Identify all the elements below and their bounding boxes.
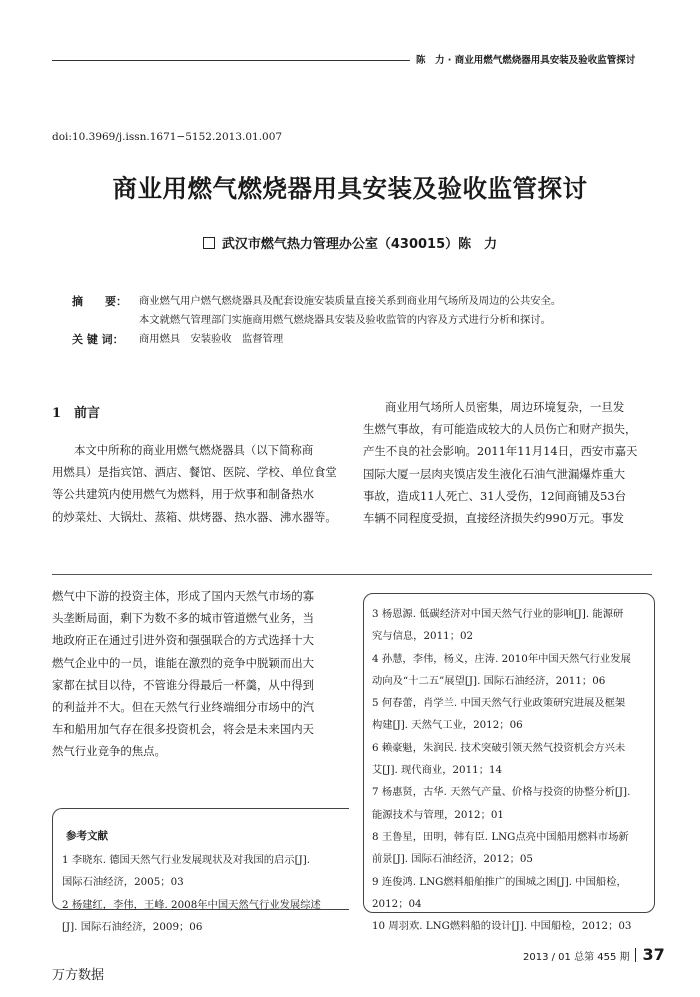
section-heading: 1 前言 (52, 406, 101, 421)
page-number: 37 (642, 945, 665, 964)
reference-line: 构建[J]. 天然气工业，2012；06 (372, 719, 523, 732)
text-line: 车辆不同程度受损，直接经济损失约990万元。事发 (363, 511, 624, 526)
keywords-label: 关 键 词： (72, 333, 124, 346)
reference-line: 能源技术与管理，2012；01 (372, 808, 504, 821)
abstract-line: 本文就燃气管理部门实施商用燃气燃烧器具安装及验收监管的内容及方式进行分析和探讨。 (139, 314, 551, 326)
doi[interactable]: doi:10.3969/j.issn.1671−5152.2013.01.007 (52, 131, 283, 143)
text-line: 的炒菜灶、大锅灶、蒸箱、烘烤器、热水器、沸水器等。 (52, 509, 337, 524)
abstract-line: 商业燃气用户燃气燃烧器具及配套设施安装质量直接关系到商业用气场所及周边的公共安全。 (139, 295, 562, 307)
text-line: 的利益并不大。但在天然气行业终端细分市场中的汽 (52, 700, 314, 715)
reference-line: [J]. 国际石油经济，2009；06 (62, 920, 203, 933)
header-rule (52, 60, 410, 61)
abstract-label: 摘 要： (72, 295, 127, 308)
reference-line: 3 杨恩源. 低碳经济对中国天然气行业的影响[J]. 能源研 (372, 608, 624, 620)
intro-right-column (363, 396, 637, 529)
reference-line: 10 周羽欢. LNG燃料船的设计[J]. 中国船检，2012；03 (372, 920, 632, 933)
reference-line: 动向及“十二五”展望[J]. 国际石油经济，2011；06 (372, 674, 606, 687)
references-title: 参考文献 (66, 830, 108, 842)
text-line: 车和船用加气存在很多投资机会，将会是未来国内天 (52, 722, 314, 737)
references-right-list (372, 603, 631, 937)
reference-line: 5 何春蕾，肖学兰. 中国天然气行业政策研究进展及框架 (372, 697, 626, 710)
reference-line: 7 杨惠贤，古华. 天然气产量、价格与投资的协整分析[J]. (372, 786, 631, 799)
page-footer (523, 945, 665, 964)
reference-line: 4 孙慧，李伟，杨义，庄涛. 2010年中国天然气行业发展 (372, 652, 631, 665)
text-line: 生燃气事故，有可能造成较大的人员伤亡和财产损失， (363, 422, 637, 437)
text-line: 家都在拭目以待，不管谁分得最后一杯羹，从中得到 (52, 677, 314, 692)
text-line: 等公共建筑内使用燃气为燃料，用于炊事和制备热水 (52, 487, 314, 502)
reference-line: 9 连俊鸿. LNG燃料船舶推广的围城之困[J]. 中国船检， (372, 875, 627, 888)
author-text: 武汉市燃气热力管理办公室（430015）陈 力 (221, 237, 498, 252)
text-line: 国际大厦一层肉夹馍店发生液化石油气泄漏爆炸重大 (363, 466, 625, 481)
reference-line: 8 王鲁星，田明，韩有臣. LNG点亮中国船用燃料市场新 (372, 830, 629, 843)
reference-line: 国际石油经济，2005；03 (62, 876, 184, 889)
reference-line: 6 赖豪魁，朱润民. 技术突破引领天然气投资机会方兴未 (372, 741, 626, 754)
author-line (0, 233, 700, 252)
intro-left-column (52, 439, 337, 528)
keywords: 商用燃具 安装验收 监督管理 (139, 333, 284, 345)
running-title: 陈 力 · 商业用燃气燃烧器用具安装及验收监管探讨 (416, 55, 636, 66)
text-line: 头垄断局面，剩下为数不多的城市管道燃气业务，当 (52, 611, 314, 626)
references-left-list (62, 849, 321, 938)
watermark: 万方数据 (52, 968, 105, 983)
reference-line: 1 李晓东. 德国天然气行业发展现状及对我国的启示[J]. (62, 854, 311, 866)
issue-info: 2013 / 01 总第 455 期 (523, 952, 630, 963)
reference-line: 艾[J]. 现代商业，2011；14 (372, 764, 503, 777)
text-line: 本文中所称的商业用燃气燃烧器具（以下简称商 (74, 443, 314, 457)
text-line: 燃气中下游的投资主体，形成了国内天然气市场的寡 (52, 589, 314, 603)
text-line: 用燃具）是指宾馆、酒店、餐馆、医院、学校、单位食堂 (52, 465, 337, 480)
article-title: 商业用燃气燃烧器用具安装及验收监管探讨 (112, 174, 588, 203)
text-line: 产生不良的社会影响。2011年11月14日，西安市嘉天 (363, 444, 638, 459)
text-line: 地政府正在通过引进外资和强强联合的方式选择十大 (52, 633, 314, 648)
reference-line: 2 杨建红，李伟，王峰. 2008年中国天然气行业发展综述 (62, 898, 321, 911)
reference-line: 2012；04 (372, 897, 422, 910)
page-divider (52, 574, 652, 575)
continuation-column (52, 585, 314, 763)
text-line: 燃气企业中的一员，谁能在激烈的竞争中脱颖而出大 (52, 655, 314, 670)
square-bullet-icon (203, 237, 215, 249)
text-line: 商业用气场所人员密集，周边环境复杂，一旦发 (385, 400, 625, 414)
footer-divider (635, 948, 636, 962)
reference-line: 前景[J]. 国际石油经济，2012；05 (372, 853, 533, 866)
reference-line: 究与信息，2011；02 (372, 630, 474, 643)
text-line: 然气行业竞争的焦点。 (52, 744, 166, 759)
text-line: 事故，造成11人死亡、31人受伤，12间商铺及53台 (363, 488, 627, 503)
